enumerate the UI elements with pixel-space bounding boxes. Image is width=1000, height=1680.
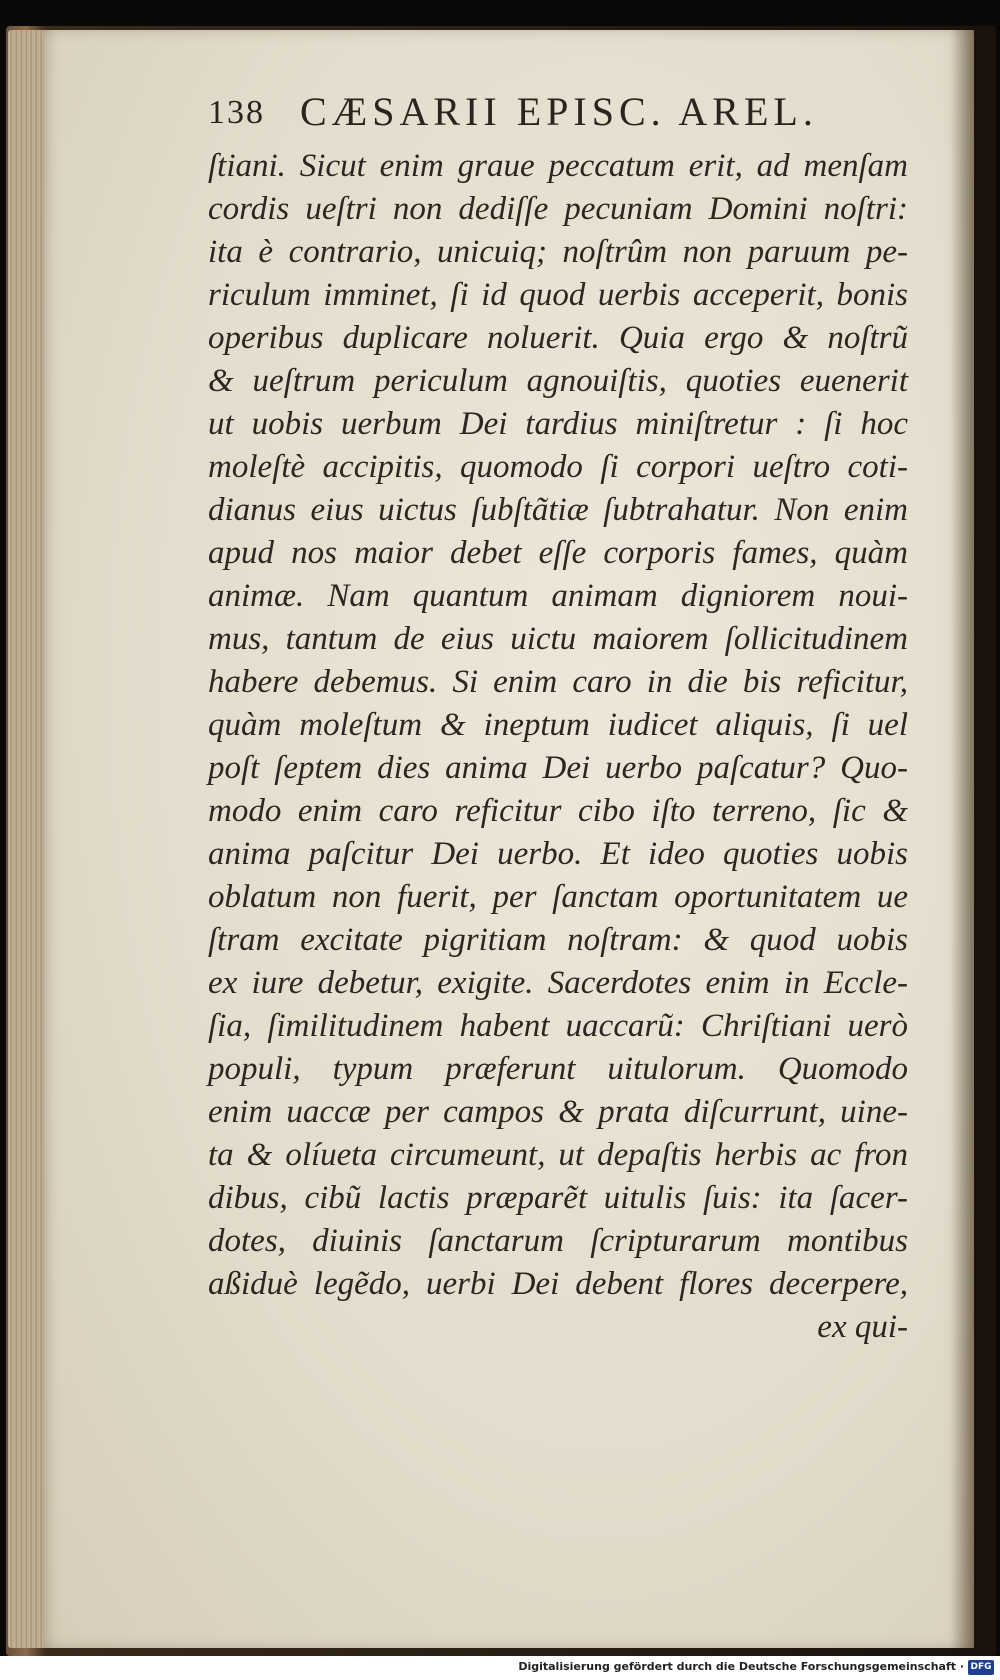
- text-line: habere debemus. Si enim caro in die bis reficitur,: [208, 664, 908, 700]
- text-line: enim uaccæ per campos & prata diſcurrunt, uine-: [208, 1094, 908, 1130]
- text-line: modo enim caro reficitur cibo iſto terreno, ſic &: [208, 793, 908, 829]
- text-line: dianus eius uictus ſubſtãtiæ ſubtrahatur. Non enim: [208, 492, 908, 528]
- text-line: quàm moleſtum & ineptum iudicet aliquis, ſi uel: [208, 707, 908, 743]
- text-line: cordis ueſtri non dediſſe pecuniam Domini noſtri:: [208, 191, 908, 227]
- text-line: mus, tantum de eius uictu maiorem ſollicitudinem: [208, 621, 908, 657]
- text-line: ut uobis uerbum Dei tardius miniſtretur : ſi hoc: [208, 406, 908, 442]
- gutter-shadow: [950, 30, 974, 1648]
- text-line: apud nos maior debet eſſe corporis fames, quàm: [208, 535, 908, 571]
- running-head: [208, 88, 908, 138]
- text-line: ta & olíueta circumeunt, ut depaſtis herbis ac fron: [208, 1137, 908, 1173]
- text-line: ex iure debetur, exigite. Sacerdotes enim in Eccle-: [208, 965, 908, 1001]
- text-line: aßiduè legẽdo, uerbi Dei debent flores decerpere,: [208, 1266, 908, 1302]
- text-line: dibus, cibũ lactis præparẽt uitulis ſuis: ita ſacer-: [208, 1180, 908, 1216]
- text-line: dotes, diuinis ſanctarum ſcripturarum montibus: [208, 1223, 908, 1259]
- page-number: 138: [208, 94, 265, 131]
- footer-bar: [0, 1656, 1000, 1680]
- text-line: populi, typum præferunt uitulorum. Quomodo: [208, 1051, 908, 1087]
- text-line: riculum imminet, ſi id quod uerbis acceperit, bonis: [208, 277, 908, 313]
- text-line: anima paſcitur Dei uerbo. Et ideo quoties uobis: [208, 836, 908, 872]
- dfg-logo-icon: DFG: [968, 1660, 994, 1675]
- text-line: moleſtè accipitis, quomodo ſi corpori ueſtro coti-: [208, 449, 908, 485]
- funding-credit: Digitalisierung gefördert durch die Deutsche Forschungsgemeinschaft ·: [518, 1660, 964, 1673]
- text-line: oblatum non fuerit, per ſanctam oportunitatem ue: [208, 879, 908, 915]
- text-line: animæ. Nam quantum animam digniorem noui-: [208, 578, 908, 614]
- catchword: ex qui-: [817, 1309, 908, 1345]
- text-line: ſtiani. Sicut enim graue peccatum erit, ad menſam: [208, 148, 908, 184]
- body-text: [208, 145, 908, 1349]
- text-line: poſt ſeptem dies anima Dei uerbo paſcatur? Quo-: [208, 750, 908, 786]
- text-line: ita è contrario, unicuiq; noſtrûm non paruum pe-: [208, 234, 908, 270]
- text-line: ſtram excitate pigritiam noſtram: & quod uobis: [208, 922, 908, 958]
- text-line: operibus duplicare noluerit. Quia ergo & noſtrũ: [208, 320, 908, 356]
- running-title: CÆSARII EPISC. AREL.: [300, 89, 818, 134]
- text-line: ſia, ſimilitudinem habent uaccarũ: Chriſtiani uerò: [208, 1008, 908, 1044]
- text-line: & ueſtrum periculum agnouiſtis, quoties euenerit: [208, 363, 908, 399]
- page-fore-edge: [8, 30, 48, 1648]
